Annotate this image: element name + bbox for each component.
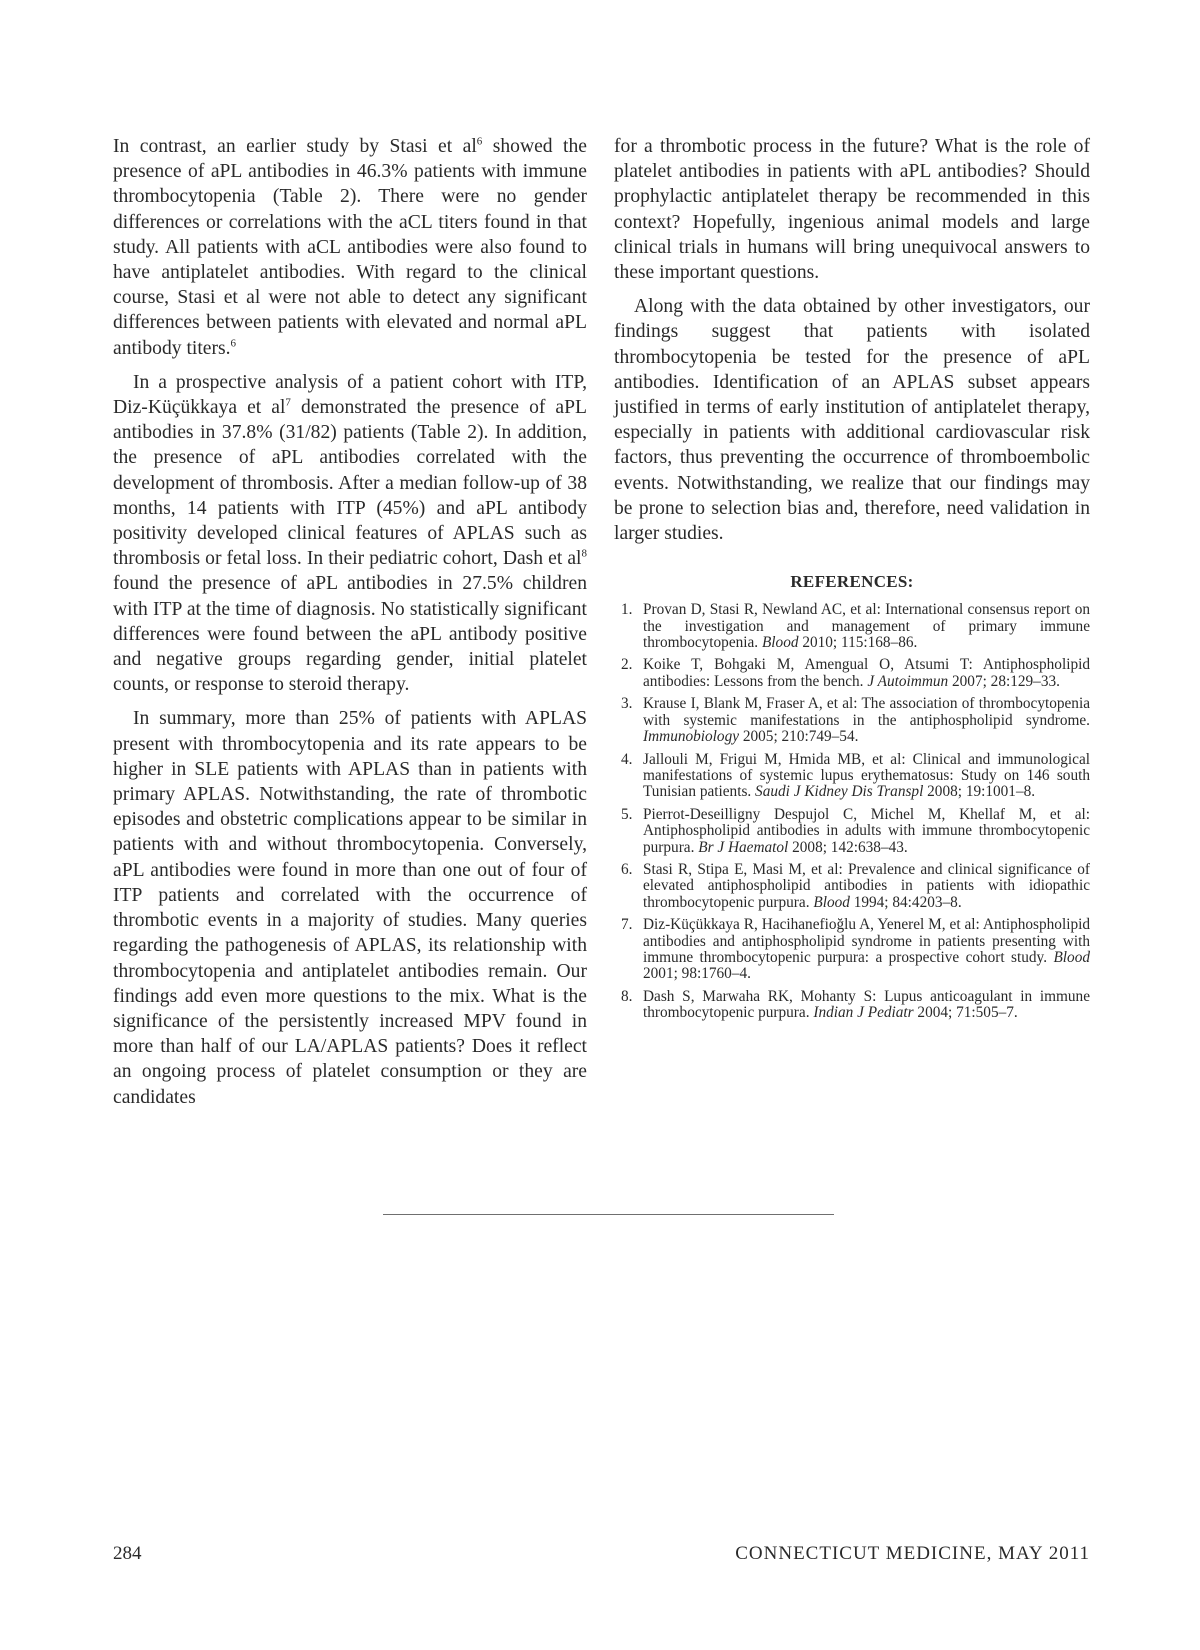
reference-item [614,752,1090,801]
reference-journal: Blood [813,893,850,911]
reference-number: 2. [621,656,633,674]
reference-item [614,696,1090,745]
reference-journal: Saudi J Kidney Dis Transpl [755,783,924,801]
reference-journal: Br J Haematol [698,838,789,856]
reference-item [614,807,1090,856]
reference-text: Diz-Küçükkaya R, Hacihanefioğlu A, Yenerel M, et al: Antiphospholipid antibodies and antiphospholipid syndrome in patients presenting with immune thrombocytopenic purpura: a prospective cohort study. [643,916,1090,966]
reference-citation: 2004; 71:505–7. [913,1004,1018,1022]
text-run: In contrast, an earlier study by Stasi et al [113,136,477,157]
reference-citation: 2007; 28:129–33. [948,672,1060,690]
reference-citation: 2001; 98:1760–4. [643,965,751,983]
reference-item [614,917,1090,983]
citation-superscript: 7 [285,396,291,409]
text-run: found the presence of aPL antibodies in 27.5% children with ITP at the time of diagnosis. No statistically significant differences were found between the aPL antibody positive and negative groups regarding gender, initial platelet counts, or response to steroid therapy. [113,573,587,696]
reference-text: Dash S, Marwaha RK, Mohanty S: Lupus anticoagulant in immune thrombocytopenic purpura. [643,987,1090,1022]
citation-superscript: 8 [581,547,587,560]
body-paragraph: for a thrombotic process in the future? What is the role of platelet antibodies in patients with aPL antibodies? Should prophylactic antiplatelet therapy be recommended in this context? Hopefully, ingenious animal models and large clinical trials in humans will bring unequivocal answers to these important questions. [614,136,1090,284]
text-run: demonstrated the presence of aPL antibodies in 37.8% (31/82) patients (Table 2). In addition, the presence of aPL antibodies correlated with the development of thrombosis. After a median follow-up of 38 months, 14 patients with ITP (45%) and aPL antibody positivity developed clinical features of APLAS such as thrombosis or fetal loss. In their pediatric cohort, Dash et al [113,397,587,570]
reference-item [614,657,1090,690]
reference-citation: 2005; 210:749–54. [739,728,859,746]
text-run: showed the presence of aPL antibodies in 46.3% patients with immune thrombocytopenia (Table 2). There were no gender differences or correlations with the aCL titers found in that study. All patients with aCL antibodies were also found to have antiplatelet antibodies. With regard to the clinical course, Stasi et al were not able to detect any significant differences between patients with elevated and normal aPL antibody titers. [113,136,587,359]
reference-number: 1. [621,601,633,619]
reference-journal: Indian J Pediatr [813,1004,914,1022]
reference-item [614,602,1090,651]
reference-journal: J Autoimmun [867,672,949,690]
reference-number: 5. [621,805,633,823]
references-list [614,602,1090,1021]
reference-citation: 2008; 19:1001–8. [923,783,1036,801]
reference-number: 4. [621,750,633,768]
running-footer-journal: CONNECTICUT MEDICINE, MAY 2011 [735,1543,1090,1564]
reference-text: Jallouli M, Frigui M, Hmida MB, et al: Clinical and immunological manifestations of systemic lupus erythematosus: Study on 146 south Tunisian patients. [643,750,1090,801]
reference-text: Koike T, Bohgaki M, Amengual O, Atsumi T: Antiphospholipid antibodies: Lessons from the bench. [643,656,1090,690]
citation-superscript: 6 [230,337,237,350]
text-run: In a prospective analysis of a patient cohort with ITP, Diz-Küçükkaya et al [113,371,587,419]
page-number: 284 [113,1543,142,1564]
reference-citation: 1994; 84:4203–8. [849,893,962,911]
reference-citation: 2008; 142:638–43. [788,838,908,856]
reference-number: 8. [621,987,633,1005]
reference-journal: Blood [1053,948,1090,966]
reference-number: 3. [621,695,633,713]
reference-item [614,989,1090,1022]
body-paragraph: Along with the data obtained by other investigators, our findings suggest that patients with isolated thrombocytopenia be tested for the presence of aPL antibodies. Identification of an APLAS subset appears justified in terms of early institution of antiplatelet therapy, especially in patients with additional cardiovascular risk factors, thus preventing the occurrence of thromboembolic events. Notwithstanding, we realize that our findings may be prone to selection bias and, therefore, need validation in larger studies. [614,296,1090,545]
reference-number: 6. [621,860,633,878]
reference-journal: Immunobiology [643,728,740,746]
reference-number: 7. [621,916,633,934]
reference-item [614,862,1090,911]
reference-citation: 2010; 115:168–86. [798,634,918,652]
reference-text: Provan D, Stasi R, Newland AC, et al: International consensus report on the investigation and management of primary immune thrombocytopenia. [643,601,1090,652]
right-column [614,134,1090,1028]
reference-text: Krause I, Blank M, Fraser A, et al: The association of thrombocytopenia with systemic manifestations in the antiphospholipid syndrome. [643,695,1090,729]
reference-journal: Blood [761,634,799,652]
left-column [113,134,587,1110]
footer-divider [383,1214,834,1215]
references-heading: REFERENCES: [790,572,914,592]
reference-text: Pierrot-Deseilligny Despujol C, Michel M, Khellaf M, et al: Antiphospholipid antibodies in adults with immune thrombocytopenic purpura. [643,805,1090,856]
reference-text: Stasi R, Stipa E, Masi M, et al: Prevalence and clinical significance of elevated antiphospholipid antibodies in patients with idiopathic thrombocytopenic purpura. [643,860,1090,911]
citation-superscript: 6 [476,135,483,148]
body-paragraph: In summary, more than 25% of patients with APLAS present with thrombocytopenia and its rate appears to be higher in SLE patients with APLAS than in patients with primary APLAS. Notwithstanding, the rate of thrombotic episodes and obstetric complications appear to be similar in patients with and without thrombocytopenia. Conversely, aPL antibodies were found in more than one out of four of ITP patients and correlated with the occurrence of thrombotic events in a majority of studies. Many queries regarding the pathogenesis of APLAS, its relationship with thrombocytopenia and antiplatelet antibodies remain. Our findings add even more questions to the mix. What is the significance of the persistently increased MPV found in more than half of our LA/APLAS patients? Does it reflect an ongoing process of platelet consumption or they are candidates [113,708,587,1108]
body-paragraph [113,370,587,698]
body-paragraph [113,134,587,361]
